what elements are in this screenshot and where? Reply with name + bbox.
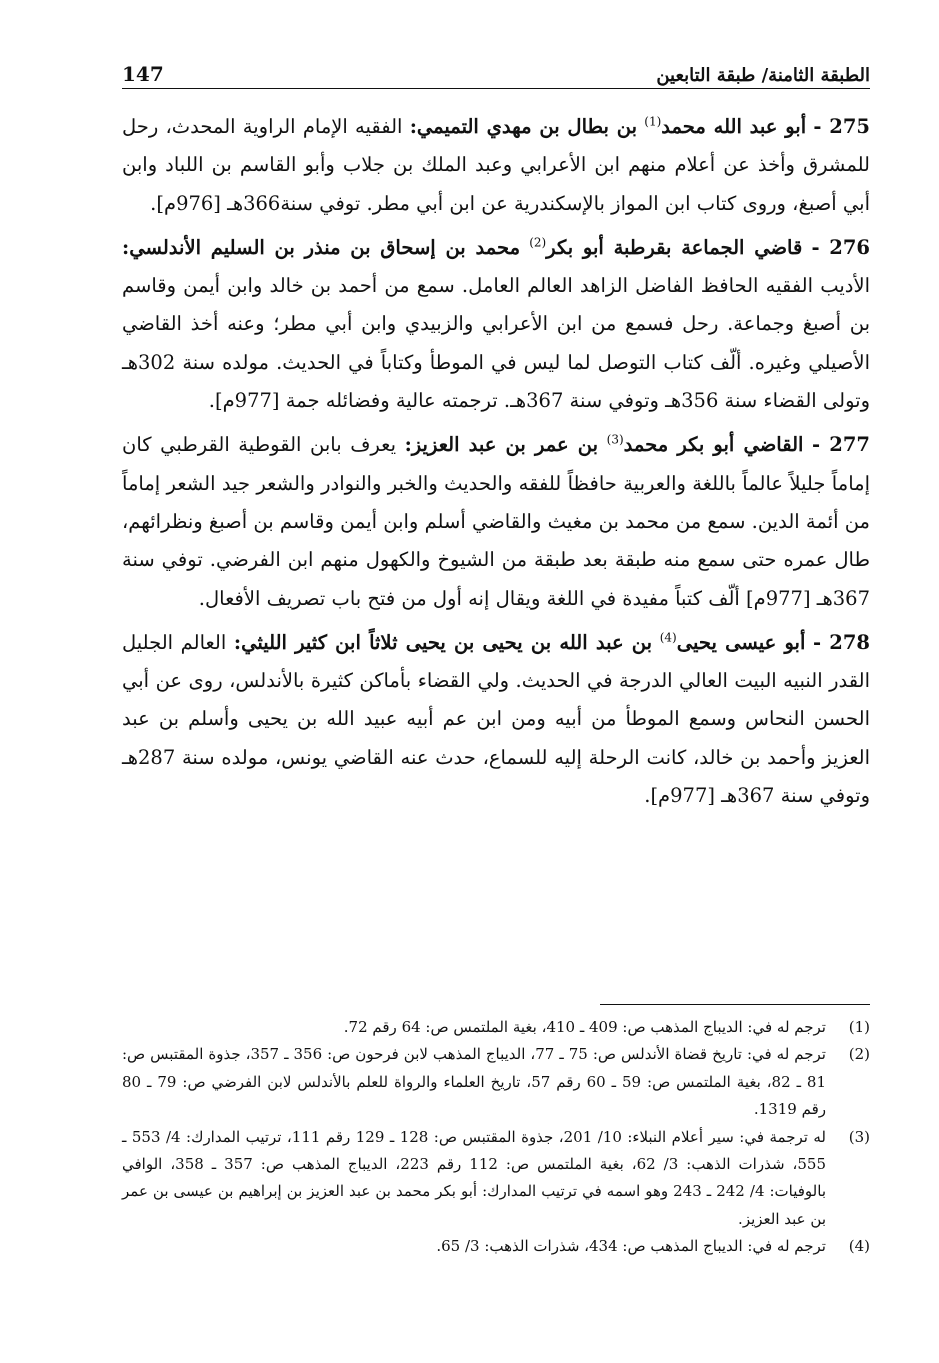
biography-entry-275 <box>122 108 870 223</box>
footnote-text: له ترجمة في: سير أعلام النبلاء: 10/ 201، جذوة المقتبس ص: 128 ـ 129 رقم 111، ترتيب المدارك: 4/ 553 ـ 555، شذرات الذهب: 3/ 62، بغية الملتمس ص: 112 رقم 223، الديباج المذهب ص: 357 ـ 358، الوافي بالوفيات: 4/ 242 ـ 243 وهو اسمه في ترتيب المدارك: أبو بكر محمد بن عبد العزيز بن إبراهيم بن عيسى بن عمر بن عبد العزيز. <box>122 1127 826 1228</box>
page-header <box>122 52 870 86</box>
footnote-ref[interactable]: (3) <box>606 432 624 447</box>
running-title: الطبقة الثامنة/ طبقة التابعين <box>656 65 870 86</box>
footnote-3 <box>122 1124 870 1234</box>
footnote-ref[interactable]: (4) <box>659 630 677 645</box>
footnote-ref[interactable]: (1) <box>644 114 662 129</box>
footnote-number: (4) <box>848 1237 870 1256</box>
main-text <box>122 108 870 821</box>
entry-name-rest: بن عمر بن عبد العزيز: <box>404 433 599 457</box>
biography-entry-278 <box>122 624 870 815</box>
entry-number: 275 - <box>813 115 871 138</box>
footnotes <box>122 1014 870 1261</box>
footnote-4 <box>122 1233 870 1260</box>
footnote-2 <box>122 1041 870 1123</box>
entry-number: 276 - <box>811 235 871 259</box>
entry-text: الفقيه الإمام الراوية المحدث، رحل للمشرق وأخذ عن أعلام منهم ابن الأعرابي وعبد الملك بن جلاب وأبو القاسم بن اللباد وابن أبي أصبغ، وروى كتاب ابن المواز بالإسكندرية عن ابن أبي مطر. توفي سنة366هـ [976م]. <box>122 115 870 215</box>
entry-text: يعرف بابن القوطية القرطبي كان إماماً جليلاً عالماً باللغة والعربية حافظاً للفقه والحديث والخبر والنوادر والشعر جيد الشعر إماماً من أئمة الدين. سمع من محمد بن مغيث والقاضي أسلم وابن أيمن وقاسم بن أصبغ ونظرائهم، طال عمره حتى سمع منه طبقة بعد طبقة من الشيوخ والكهول منهم ابن الفرضي. توفي سنة 367هـ [977م] ألّف كتباً مفيدة في اللغة ويقال إنه أول من فتح باب تصريف الأفعال. <box>122 433 870 610</box>
entry-text: الأديب الفقيه الحافظ الفاضل الزاهد العالم العامل. سمع من أحمد بن خالد وابن أيمن وقاسم بن أصبغ وجماعة. رحل فسمع من ابن الأعرابي والزبيدي وابن أبي مطر؛ وعنه أخذ القاضي الأصيلي وغيره. ألّف كتاب التوصل لما ليس في الموطأ وكتاباً في الحديث. مولده سنة 302هـ وتولى القضاء سنة 356هـ وتوفي سنة 367هـ. ترجمته عالية وفضائله جمة [977م]. <box>122 274 870 413</box>
header-rule <box>122 88 870 89</box>
footnote-number: (3) <box>848 1127 870 1146</box>
footnote-number: (1) <box>848 1018 870 1036</box>
entry-name: القاضي أبو بكر محمد <box>623 433 804 457</box>
entry-name-rest: بن عبد الله بن يحيى بن يحيى ثلاثاً ابن كثير الليثي: <box>233 630 653 654</box>
footnote-text: ترجم له في: الديباج المذهب ص: 434، شذرات الذهب: 3/ 65. <box>436 1237 826 1256</box>
footnote-number: (2) <box>848 1045 870 1064</box>
entry-name: قاضي الجماعة بقرطبة أبو بكر <box>546 235 803 259</box>
entry-name: أبو عيسى يحيى <box>676 630 806 654</box>
footnote-text: ترجم له في: الديباج المذهب ص: 409 ـ 410، بغية الملتمس ص: 64 رقم 72. <box>343 1018 826 1036</box>
footnote-ref[interactable]: (2) <box>529 235 547 250</box>
footnote-1 <box>122 1014 870 1041</box>
entry-text: العالم الجليل القدر النبيه البيت العالي الدرجة في الحديث. ولي القضاء بأماكن كثيرة بالأندلس، روى عن أبي الحسن النحاس وسمع الموطأ من أبيه ومن ابن عم أبيه عبيد الله بن يحيى وأسلم بن عبد العزيز وأحمد بن خالد، كانت الرحلة إليه للسماع، حدث عنه القاضي يونس، مولده سنة 287هـ وتوفي سنة 367هـ [977م]. <box>122 630 870 808</box>
entry-name: أبو عبد الله محمد <box>661 115 807 138</box>
biography-entry-277 <box>122 426 870 617</box>
entry-name-rest: بن بطال بن مهدي التميمي: <box>409 115 638 138</box>
biography-entry-276 <box>122 229 870 420</box>
entry-number: 278 - <box>813 630 871 654</box>
entry-name-rest: محمد بن إسحاق بن منذر بن السليم الأندلسي: <box>122 235 521 259</box>
footnote-text: ترجم له في: تاريخ قضاة الأندلس ص: 75 ـ 77، الديباج المذهب لابن فرحون ص: 356 ـ 357، جذوة المقتبس ص: 81 ـ 82، بغية الملتمس ص: 59 ـ 60 رقم 57، تاريخ العلماء والرواة للعلم بالأندلس لابن الفرضي ص: 79 ـ 80 رقم 1319. <box>122 1045 826 1119</box>
footnote-separator <box>600 1004 870 1005</box>
page-number: 147 <box>122 62 164 86</box>
entry-number: 277 - <box>812 433 871 457</box>
